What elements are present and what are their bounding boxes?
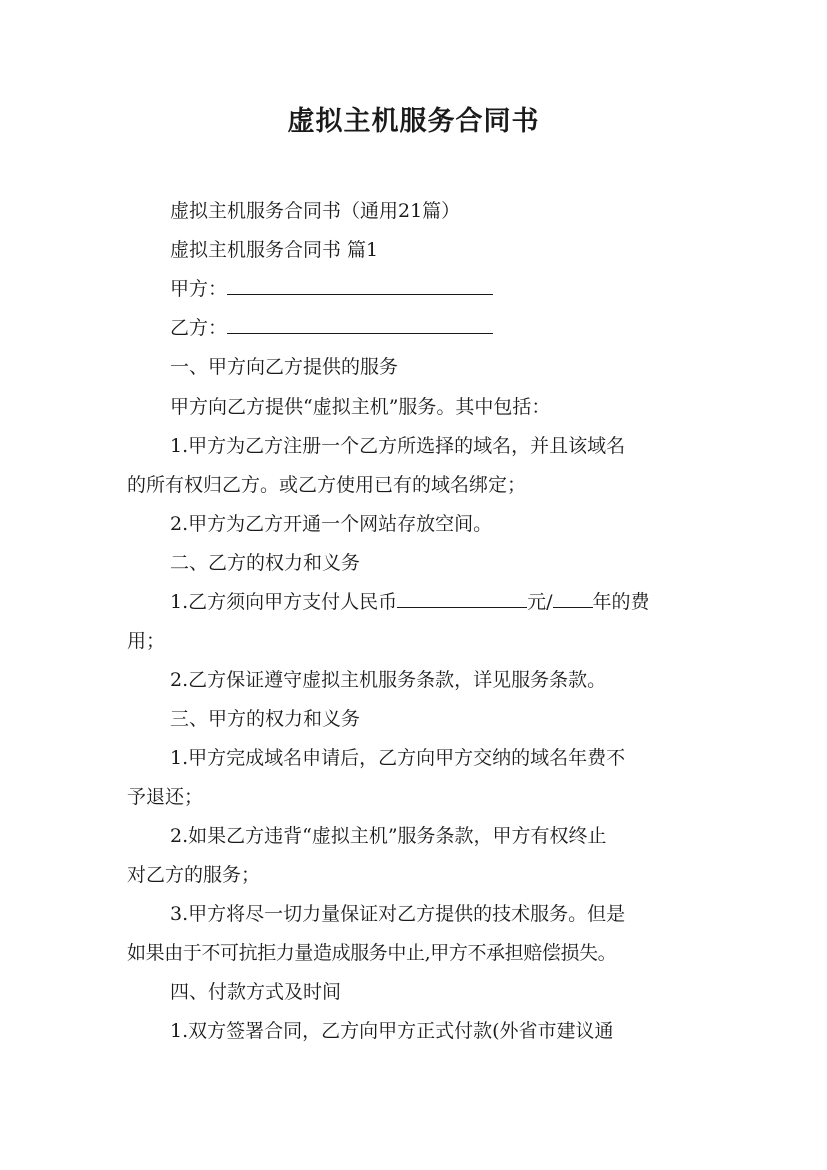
clause-heading-3: 三、甲方的权力和义务 xyxy=(170,708,361,730)
paragraph: 1.甲方为乙方注册一个乙方所选择的域名，并且该域名 xyxy=(170,435,626,457)
paragraph: 2.乙方保证遵守虚拟主机服务条款，详见服务条款。 xyxy=(170,669,607,691)
clause-heading-4: 四、付款方式及时间 xyxy=(170,981,342,1003)
party-a-label: 甲方： xyxy=(170,278,228,300)
fee-text-b: 元/ xyxy=(527,591,553,613)
party-b-label: 乙方： xyxy=(170,317,228,339)
fee-amount-blank xyxy=(397,587,527,608)
paragraph: 对乙方的服务； xyxy=(127,864,261,886)
party-a-line xyxy=(0,274,827,304)
fee-line xyxy=(0,587,827,617)
party-b-line xyxy=(0,313,827,343)
clause-heading-2: 二、乙方的权力和义务 xyxy=(170,552,361,574)
paragraph: 1.甲方完成域名申请后，乙方向甲方交纳的域名年费不 xyxy=(170,747,626,769)
clause-heading-1: 一、甲方向乙方提供的服务 xyxy=(170,356,399,378)
paragraph: 2.甲方为乙方开通一个网站存放空间。 xyxy=(170,513,493,535)
paragraph: 2.如果乙方违背“虚拟主机”服务条款，甲方有权终止 xyxy=(170,825,607,847)
party-a-blank xyxy=(227,274,493,295)
paragraph: 予退还； xyxy=(127,786,204,808)
paragraph: 3.甲方将尽一切力量保证对乙方提供的技术服务。但是 xyxy=(170,903,626,925)
fee-years-blank xyxy=(553,587,593,608)
paragraph: 1.双方签署合同，乙方向甲方正式付款(外省市建议通 xyxy=(170,1020,614,1042)
document-title: 虚拟主机服务合同书 xyxy=(287,106,540,137)
doc-subtitle: 虚拟主机服务合同书（通用21篇） xyxy=(170,200,461,222)
fee-text-c: 年的费 xyxy=(592,591,650,613)
paragraph: 用； xyxy=(127,630,166,652)
paragraph: 如果由于不可抗拒力量造成服务中止,甲方不承担赔偿损失。 xyxy=(127,942,617,964)
section-heading-1: 虚拟主机服务合同书 篇1 xyxy=(170,239,379,261)
paragraph: 的所有权归乙方。或乙方使用已有的域名绑定； xyxy=(127,474,527,496)
party-b-blank xyxy=(227,313,493,334)
fee-text-a: 1.乙方须向甲方支付人民币 xyxy=(170,591,398,613)
paragraph: 甲方向乙方提供“虚拟主机”服务。其中包括： xyxy=(170,396,551,418)
